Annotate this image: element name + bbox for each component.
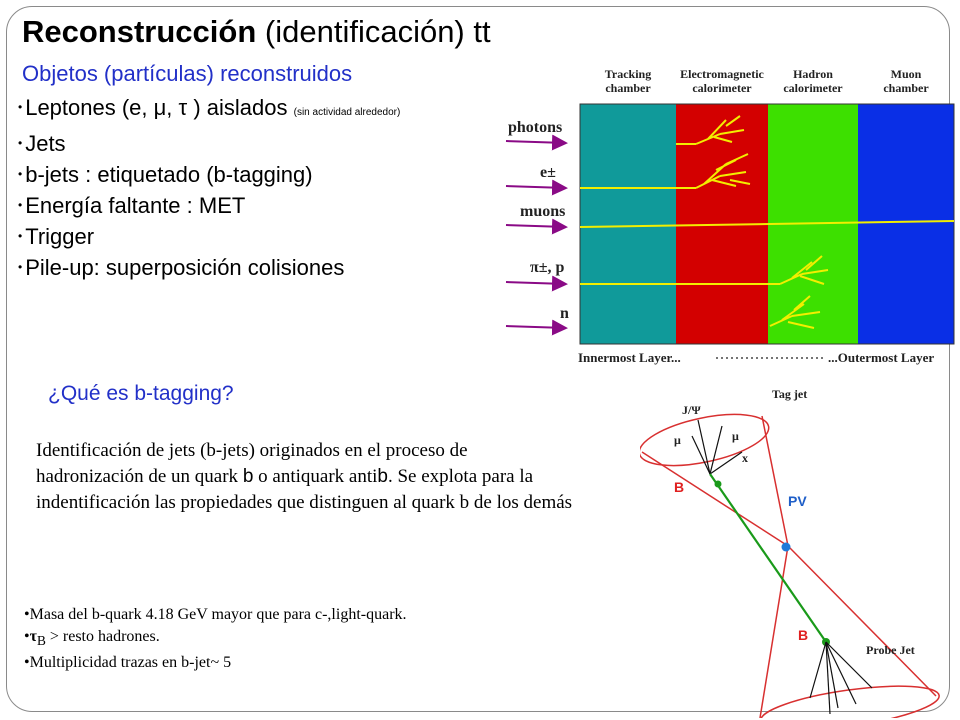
list-item: •Multiplicidad trazas en b-jet~ 5	[24, 654, 232, 672]
btagging-definition: Identificación de jets (b-jets) originados en el proceso de hadronización de un quark b o antiquark antib. Se explota para la indentificación las propiedades que distinguen al quark b de los demás	[36, 440, 573, 513]
header-muon-line2: chamber	[883, 81, 929, 95]
list-item: •Masa del b-quark 4.18 GeV mayor que para c-,light-quark.	[24, 606, 407, 623]
list-item: • Pile-up: superposición colisiones	[18, 255, 345, 280]
label-photons: photons	[508, 119, 563, 136]
list-item: • Trigger	[18, 224, 95, 249]
tracking-chamber-band	[580, 104, 676, 344]
slide-subtitle: Objetos (partículas) reconstruidos	[22, 61, 353, 86]
muon-label-1: μ	[674, 433, 681, 447]
btagging-event-diagram	[640, 378, 946, 718]
primary-vertex-dot	[782, 543, 791, 552]
list-item: • Energía faltante : MET	[18, 193, 246, 218]
probe-jet-cone-rim	[758, 678, 941, 718]
list-item: • Leptones (e, μ, τ ) aislados (sin actividad alrededor)	[18, 95, 401, 120]
b-label-bottom: B	[798, 627, 809, 643]
b-label-top: B	[674, 479, 685, 495]
label-muons: muons	[520, 203, 566, 220]
pv-label: PV	[788, 493, 807, 509]
header-em-line1: Electromagnetic	[680, 67, 764, 81]
list-item: • Jets	[18, 131, 66, 156]
header-em-line2: calorimeter	[692, 81, 752, 95]
label-neutrons: n	[560, 305, 569, 322]
muon-chamber-band	[858, 104, 954, 344]
detector-layers-diagram	[500, 64, 958, 376]
tag-jet-label: Tag jet	[772, 387, 808, 401]
header-tracking-line1: Tracking	[604, 67, 652, 81]
probe-jet-label: Probe Jet	[866, 643, 915, 657]
slide-title: Reconstrucción (identificación) tt	[22, 14, 491, 49]
list-item: $•\tau_B$ > resto hadrones.	[24, 628, 160, 649]
header-muon-line1: Muon	[890, 67, 922, 81]
muon-label-2: μ	[732, 429, 739, 443]
bquark-properties-list	[24, 604, 407, 674]
label-electrons: e±	[540, 164, 556, 181]
label-pions-protons: π±, p	[530, 259, 565, 276]
header-hadron-line1: Hadron	[793, 67, 833, 81]
innermost-layer-label: Innermost Layer...	[578, 350, 681, 365]
tag-jet-cone-rim	[640, 405, 773, 475]
header-hadron-line2: calorimeter	[783, 81, 843, 95]
header-tracking-line2: chamber	[605, 81, 651, 95]
b-decay-vertex-top	[715, 481, 722, 488]
outermost-layer-label: ...Outermost Layer	[828, 350, 935, 365]
jpsi-label: J/Ψ	[682, 403, 701, 417]
b-hadron-line	[710, 474, 826, 642]
list-item: • b-jets : etiquetado (b-tagging)	[18, 162, 313, 187]
btagging-question: ¿Qué es b-tagging?	[48, 382, 234, 405]
reconstructed-objects-list	[18, 92, 400, 283]
x-label: x	[742, 451, 748, 465]
